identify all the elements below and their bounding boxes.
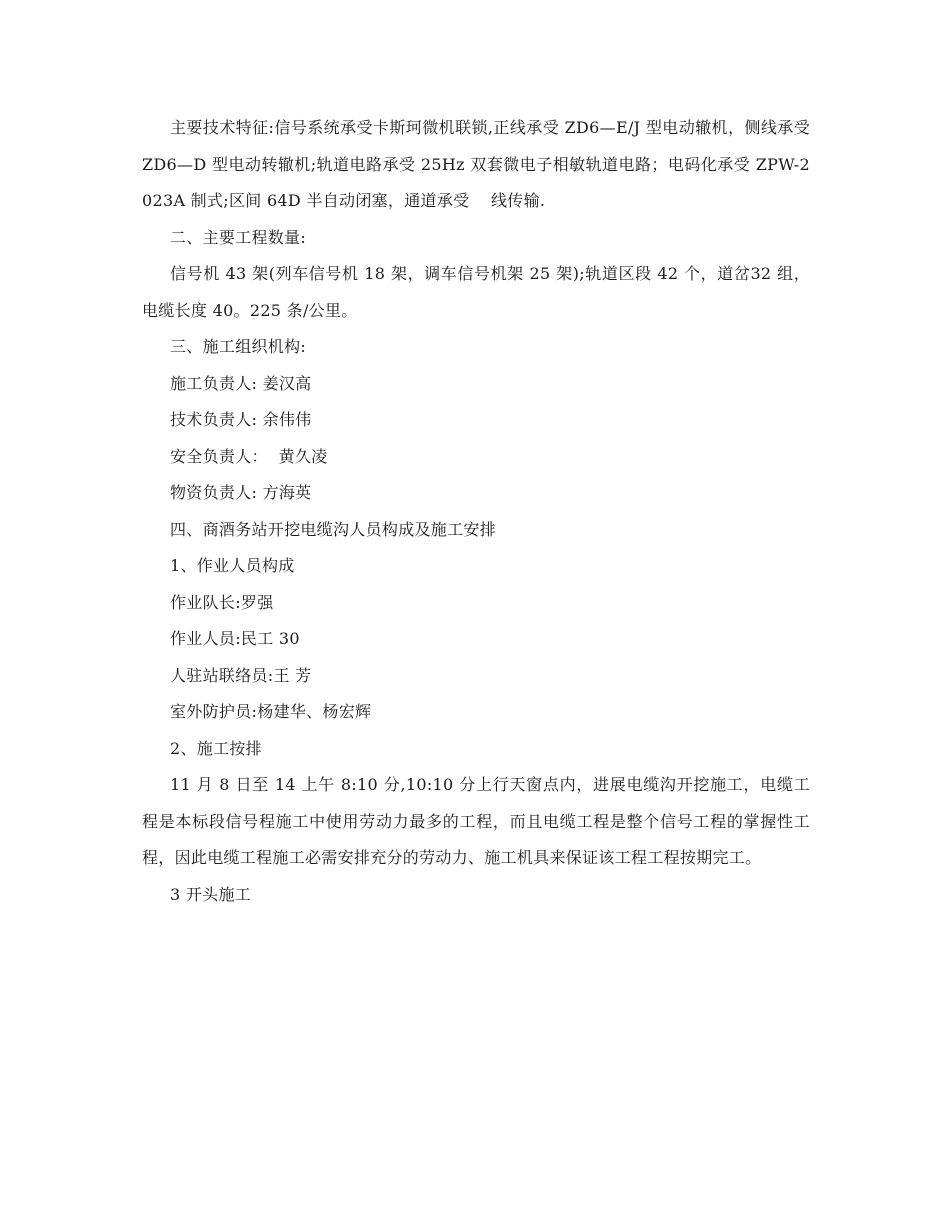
document-body [142,110,816,913]
line-team-leader: 作业队长:罗强 [170,592,274,612]
subheading-schedule: 2、施工按排 [170,738,262,758]
subheading-staff-composition: 1、作业人员构成 [170,556,295,575]
line-materials-lead: 物资负责人: 方海英 [170,483,312,502]
heading-organization: 三、施工组织机构: [170,337,307,356]
line-outdoor-guard: 室外防护员:杨建华、杨宏辉 [170,702,372,721]
line-construction-lead: 施工负责人: 姜汉高 [170,373,312,393]
line-workers: 作业人员:民工 30 [170,629,300,648]
line-station-liaison: 人驻站联络员:王 芳 [170,665,312,685]
paragraph-schedule: 11 月 8 日至 14 上午 8:10 分,10:10 分上行天窗点内，进展电缆沟开挖施工，电缆工程是本标段信号程施工中使用劳动力最多的工程，而且电缆工程是整个信号工程的掌握性工程，因此电缆工程施工必需安排充分的劳动力、施工机具来保证该工程工程按期完工。 [142,775,810,867]
line-safety-lead: 安全负责人： 黄久凌 [170,446,328,466]
paragraph-technical-features: 主要技术特征:信号系统承受卡斯珂微机联锁,正线承受 ZD6—E/J 型电动辙机，侧线承受 ZD6—D 型电动转辙机;轨道电路承受 25Hz 双套微电子相敏轨道电路；电码化承受 ZPW-2023A 制式;区间 64D 半自动闭塞，通道承受 线传输. [142,118,816,210]
subheading-start-construction: 3 开头施工 [170,884,252,904]
paragraph-quantities: 信号机 43 架(列车信号机 18 架，调车信号机架 25 架);轨道区段 42 个，道岔32 组，电缆长度 40。225 条/公里。 [142,264,810,320]
heading-main-quantities: 二、主要工程数量: [170,227,307,247]
line-technical-lead: 技术负责人: 余伟伟 [170,410,312,429]
heading-station-staffing: 四、商酒务站开挖电缆沟人员构成及施工安排 [170,519,497,539]
